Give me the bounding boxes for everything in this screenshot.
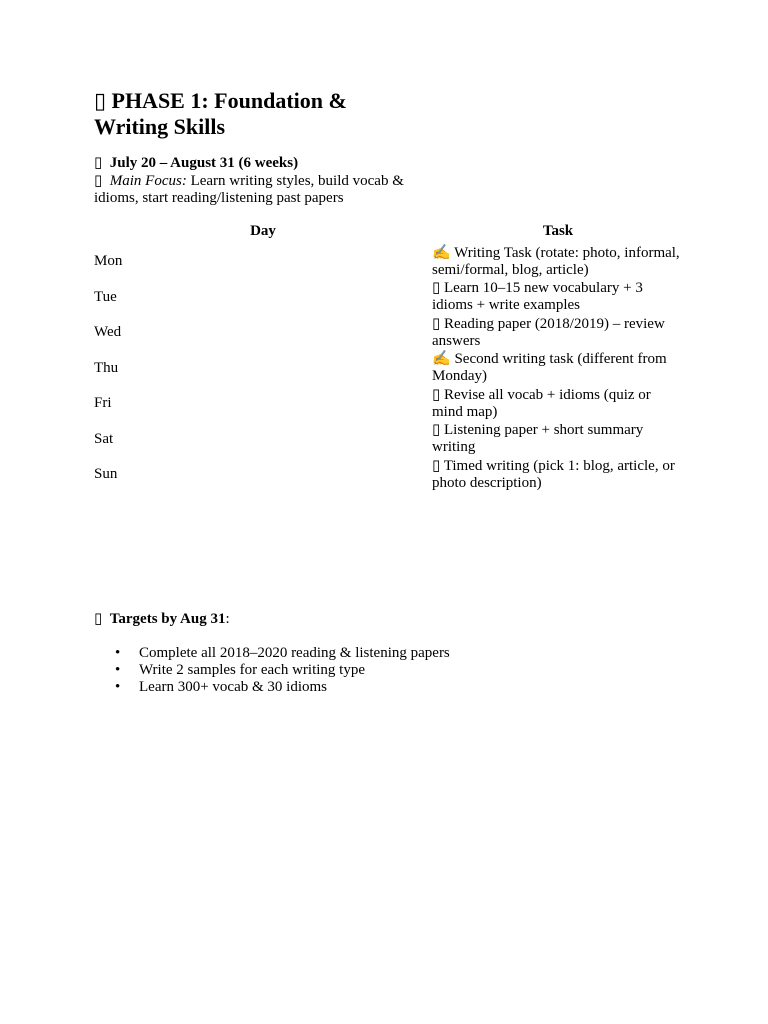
task-cell [432,244,684,280]
task-text: Revise all vocab + idioms (quiz or mind map) [432,386,651,420]
brain-icon: ▯ [432,386,441,403]
check-icon: ▯ [94,611,103,627]
targets-list [94,645,450,696]
task-cell [432,351,684,387]
timer-icon: ▯ [432,457,441,474]
task-column-header: Task [542,222,574,239]
main-focus-text: Learn writing styles, build vocab & idioms, start reading/listening past papers [94,173,404,206]
day-cell: Sun [94,466,118,483]
day-cell: Wed [94,324,122,341]
list-item: • Complete all 2018–2020 reading & listening papers [139,645,450,662]
main-focus-label: Main Focus: [109,173,187,189]
list-item: • Write 2 samples for each writing type [139,662,450,679]
task-text: Second writing task (different from Monday) [432,351,667,385]
task-cell [432,386,684,422]
targets-heading-text: Targets by Aug 31 [109,611,226,627]
day-column-header: Day [250,222,276,239]
headphones-icon: ▯ [432,422,441,439]
task-cell [432,315,684,351]
main-focus [94,173,424,207]
page-title-text: PHASE 1: Foundation & Writing Skills [94,88,347,139]
task-cell [432,280,684,316]
book-icon: ▯ [432,315,441,332]
writing-hand-icon: ✍ [432,351,451,368]
page-title [94,88,424,140]
targets-heading-colon: : [225,611,230,627]
table-row [94,280,684,316]
list-item: • Learn 300+ vocab & 30 idioms [139,679,450,696]
weekly-schedule-table [94,222,684,493]
task-text: Listening paper + short summary writing [432,422,644,456]
task-text: Learn 10–15 new vocabulary + 3 idioms + write examples [432,280,643,314]
task-text: Writing Task (rotate: photo, informal, semi/formal, blog, article) [432,244,680,278]
date-range-text: July 20 – August 31 (6 weeks) [109,155,299,171]
task-cell [432,457,684,493]
targets-heading [94,611,230,628]
target-icon: ▯ [94,173,103,189]
task-text: Reading paper (2018/2019) – review answers [432,315,665,349]
day-cell: Mon [94,253,123,270]
books-icon: ▯ [432,280,441,297]
day-cell: Thu [94,359,119,376]
table-row [94,351,684,387]
day-cell: Fri [94,395,112,412]
table-row [94,457,684,493]
table-row [94,315,684,351]
table-row [94,422,684,458]
table-row [94,386,684,422]
day-cell: Sat [94,430,114,447]
date-range [94,155,298,172]
day-cell: Tue [94,288,117,305]
writing-hand-icon: ✍ [432,244,451,261]
rocket-icon: ▯ [94,88,107,113]
table-row [94,244,684,280]
task-text: Timed writing (pick 1: blog, article, or photo description) [432,457,675,491]
calendar-icon: ▯ [94,155,103,171]
task-cell [432,422,684,458]
table-header-row [94,222,684,244]
